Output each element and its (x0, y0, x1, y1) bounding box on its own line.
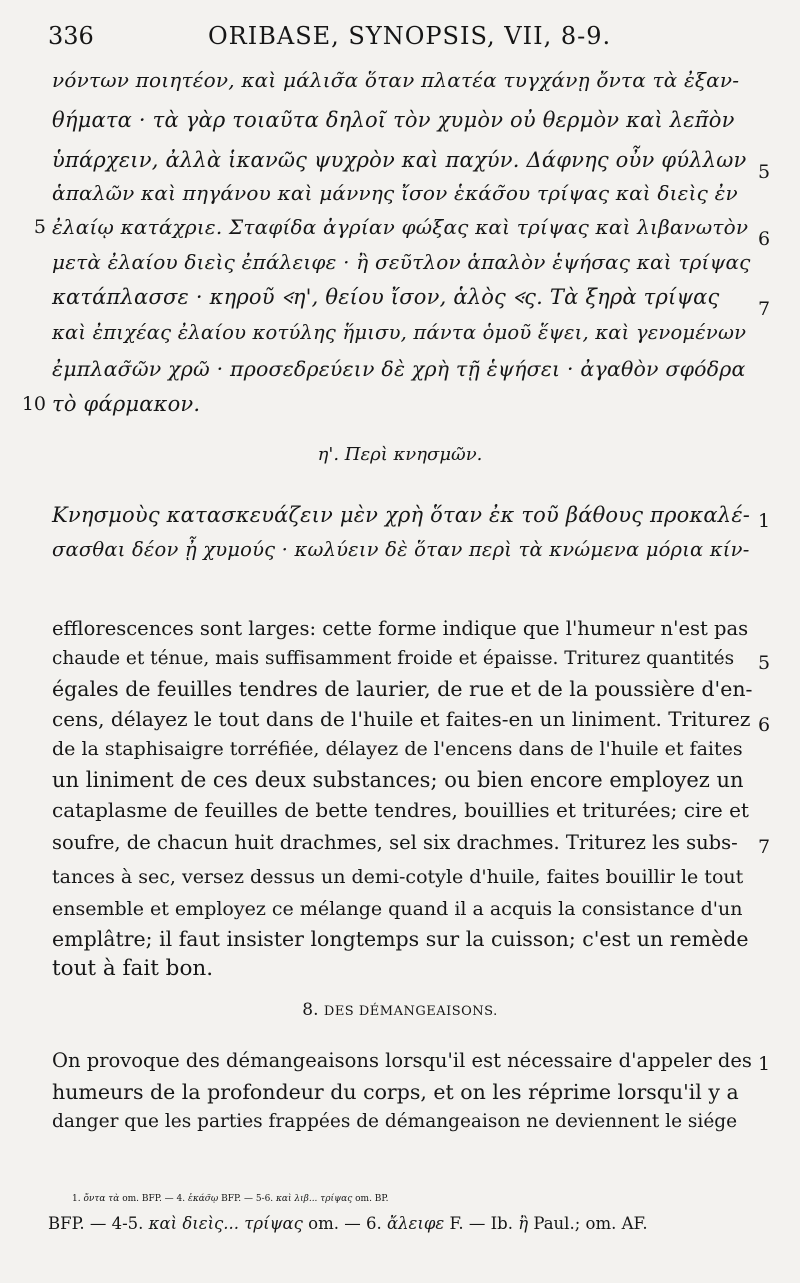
greek-line: Κνησμοὺς κατασκευάζειν μὲν χρὴ ὅταν ἐκ τοῦ βάθους προκαλέ- (52, 503, 751, 527)
greek-line: ἐλαίῳ κατάχριε. Σταφίδα ἀγρίαν φώξας καὶ τρίψας καὶ λιβανωτὸν (52, 215, 749, 239)
greek-line: μετὰ ἐλαίου διεὶς ἐπάλειφε · ἢ σεῦτλον ἁπαλὸν ἑψήσας καὶ τρίψας (52, 250, 751, 274)
footnote-text: BFP. — 5-6. (218, 1194, 277, 1204)
footnote-text: Paul.; om. AF. (528, 1214, 648, 1233)
footnote-greek: καὶ λιβ... τρίψας (276, 1194, 353, 1204)
footnote-text: om. — 6. (302, 1214, 387, 1233)
running-title: ORIBASE, SYNOPSIS, VII, 8-9. (208, 22, 612, 50)
greek-line: ὑπάρχειν, ἀλλὰ ἱκανῶς ψυχρὸν καὶ παχύν. Δάφνης οὖν φύλλων (52, 148, 747, 172)
footnote-text: F. — Ib. (444, 1214, 519, 1233)
page-header (48, 22, 748, 56)
footnote-line (48, 1211, 768, 1237)
french-line: efflorescences sont larges: cette forme indique que l'humeur n'est pas (52, 617, 749, 640)
margin-number: 1 (758, 510, 771, 532)
french-section-heading (0, 995, 800, 1027)
french-line: cataplasme de feuilles de bette tendres, bouillies et triturées; cire et (52, 798, 749, 822)
footnote-text: BFP. — 4-5. (48, 1214, 149, 1233)
greek-line: κατάπλασσε · κηροῦ 𐅻η', θείου ἴσον, ἁλὸς 𐅻ς. Τὰ ξηρὰ τρίψας (52, 285, 720, 309)
french-line: On provoque des démangeaisons lorsqu'il est nécessaire d'appeler des (52, 1049, 752, 1072)
footnote-greek: ὄντα τὰ (83, 1194, 120, 1204)
line-number: 10 (21, 393, 46, 415)
french-line: de la staphisaigre torréfiée, délayez de l'encens dans de l'huile et faites (52, 738, 743, 760)
greek-line: ἐμπλασ̃ῶν χρῶ · προσεδρεύειν δὲ χρὴ τῇ ἑψήσει · ἀγαθὸν σφόδρα (52, 357, 746, 381)
french-line: soufre, de chacun huit drachmes, sel six drachmes. Triturez les subs- (52, 831, 738, 854)
margin-number: 7 (758, 836, 771, 858)
margin-number: 6 (758, 714, 771, 736)
line-number: 5 (33, 216, 46, 238)
footnote-greek: ἄλειφε (386, 1214, 445, 1233)
footnote-greek: ἑκάσ̃ῳ (187, 1194, 219, 1204)
margin-number: 6 (758, 228, 771, 250)
greek-line: σασθαι δέον ᾖ χυμούς · κωλύειν δὲ ὅταν περὶ τὰ κνώμενα μόρια κίν- (52, 538, 750, 561)
page-number: 336 (48, 22, 94, 50)
french-line: un liniment de ces deux substances; ou bien encore employez un (52, 768, 744, 792)
french-line: humeurs de la profondeur du corps, et on les réprime lorsqu'il y a (52, 1080, 739, 1104)
greek-line: καὶ ἐπιχέας ἐλαίου κοτύλης ἥμισυ, πάντα ὁμοῦ ἕψει, καὶ γενομένων (52, 321, 747, 344)
section-title: DES DÉMANGEAISONS. (323, 1004, 498, 1019)
french-line: danger que les parties frappées de démangeaison ne deviennent le siége (52, 1111, 738, 1132)
greek-line: τὸ φάρμακον. (52, 392, 201, 416)
french-line: tout à fait bon. (52, 956, 214, 981)
margin-number: 7 (758, 298, 771, 320)
footnote-greek: καὶ διεὶς... τρίψας (148, 1214, 303, 1233)
footnote-greek: ἢ (518, 1214, 529, 1233)
margin-number: 5 (758, 161, 771, 183)
section-number: 8. (302, 1000, 319, 1020)
french-line: égales de feuilles tendres de laurier, de rue et de la poussière d'en- (52, 677, 753, 701)
footnote-text: 1. (72, 1194, 84, 1204)
greek-line: νόντων ποιητέον, καὶ μάλισ̃α ὅταν πλατέα τυγχάνῃ ὄντα τὰ ἐξαν- (52, 68, 740, 92)
margin-number: 5 (758, 652, 771, 674)
footnote-text: om. BFP. — 4. (119, 1194, 188, 1204)
french-line: emplâtre; il faut insister longtemps sur la cuisson; c'est un remède (52, 927, 749, 951)
french-line: tances à sec, versez dessus un demi-cotyle d'huile, faites bouillir le tout (52, 866, 744, 888)
footnote-line (72, 1186, 792, 1212)
french-line: chaude et ténue, mais suffisamment froide et épaisse. Triturez quantités (52, 648, 735, 669)
footnote-text: om. BP. (352, 1194, 389, 1204)
greek-line: θήματα · τὰ γὰρ τοιαῦτα δηλοῖ τὸν χυμὸν οὐ θερμὸν καὶ λεπ̃ὸν (52, 108, 735, 132)
french-line: cens, délayez le tout dans de l'huile et faites-en un liniment. Triturez (52, 707, 751, 731)
greek-section-heading: η'. Περὶ κνησμῶν. (317, 444, 483, 465)
french-line: ensemble et employez ce mélange quand il a acquis la consistance d'un (52, 898, 743, 920)
margin-number: 1 (758, 1053, 771, 1075)
greek-line: ἁπαλῶν καὶ πηγάνου καὶ μάννης ἴσον ἑκάσ̃ου τρίψας καὶ διεὶς ἐν (52, 181, 738, 205)
